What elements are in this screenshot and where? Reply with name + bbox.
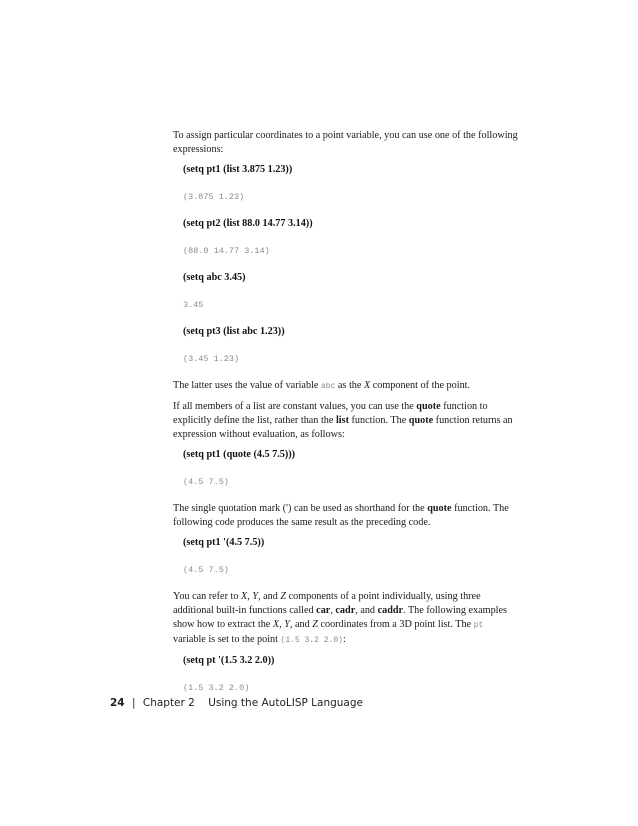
code-result: (1.5 3.2 2.0)	[183, 683, 250, 693]
text-run: ,	[247, 591, 253, 602]
page-footer	[110, 697, 363, 709]
bold-term: caddr	[377, 605, 404, 616]
text-run: function. The following code produces the same result as the preceding code.	[173, 503, 509, 528]
chapter-label: Chapter 2	[142, 697, 195, 709]
text-run: . The following examples show how to extract the	[173, 605, 507, 630]
text-run: coordinates from a 3D point list. The	[317, 619, 474, 630]
body-paragraph	[173, 590, 518, 648]
text-run: function to explicitly define the list, rather than the	[173, 401, 488, 426]
paragraph-text: To assign particular coordinates to a point variable, you can use one of the following expressions:	[173, 130, 518, 155]
text-run: component of the point.	[370, 380, 471, 391]
code-result: (3.45 1.23)	[183, 354, 240, 364]
text-run: as the	[335, 380, 364, 391]
text-run: You can refer to	[173, 591, 241, 602]
italic-term: X	[241, 591, 248, 602]
text-run: function returns an expression without evaluation, as follows:	[173, 415, 513, 440]
body-paragraph	[173, 129, 518, 157]
code-result: (4.5 7.5)	[183, 565, 229, 575]
chapter-title: Using the AutoLISP Language	[208, 697, 363, 709]
code-expression: (setq pt1 '(4.5 7.5))	[183, 537, 265, 548]
italic-term: Y	[284, 619, 290, 630]
text-run: variable is set to the point	[173, 634, 281, 645]
bold-term: quote	[416, 401, 441, 412]
code-expression: (setq abc 3.45)	[183, 272, 246, 283]
inline-code: pt	[473, 621, 484, 630]
code-expression: (setq pt1 (list 3.875 1.23))	[183, 164, 293, 175]
code-result: (88.0 14.77 3.14)	[183, 246, 270, 256]
bold-term: list	[335, 415, 349, 426]
code-result: (4.5 7.5)	[183, 477, 229, 487]
body-paragraph	[173, 400, 518, 442]
italic-term: X	[363, 380, 371, 391]
text-run: , and	[289, 619, 313, 630]
bold-term: cadr	[335, 605, 356, 616]
text-run: function. The	[348, 415, 409, 426]
code-expression: (setq pt2 (list 88.0 14.77 3.14))	[183, 218, 313, 229]
body-paragraph	[173, 502, 518, 530]
text-run: , and	[258, 591, 281, 602]
text-run: , and	[355, 605, 378, 616]
bold-term: quote	[427, 503, 452, 514]
page-body	[173, 129, 518, 708]
bold-term: car	[316, 605, 331, 616]
italic-term: Y	[252, 591, 258, 602]
text-run: :	[342, 634, 346, 645]
code-result: 3.45	[183, 300, 204, 310]
text-run: If all members of a list are constant values, you can use the	[173, 401, 417, 412]
text-run: ,	[330, 605, 336, 616]
footer-separator: |	[131, 697, 136, 709]
italic-term: Z	[280, 591, 287, 602]
italic-term: X	[272, 619, 280, 630]
inline-code: (1.5 3.2 2.0)	[280, 636, 343, 645]
code-result: (3.875 1.23)	[183, 192, 245, 202]
italic-term: Z	[312, 619, 318, 630]
code-expression: (setq pt1 (quote (4.5 7.5)))	[183, 449, 296, 460]
text-run: components of a point individually, using three additional built-in functions called	[173, 591, 481, 616]
code-expression: (setq pt3 (list abc 1.23))	[183, 326, 285, 337]
text-run: The single quotation mark (') can be used as shorthand for the	[173, 503, 428, 514]
inline-code: abc	[320, 382, 336, 391]
text-run: The latter uses the value of variable	[173, 380, 321, 391]
code-expression: (setq pt '(1.5 3.2 2.0))	[183, 655, 275, 666]
bold-term: quote	[408, 415, 434, 426]
text-run: ,	[279, 619, 285, 630]
page-number: 24	[110, 697, 125, 709]
body-paragraph	[173, 379, 518, 394]
